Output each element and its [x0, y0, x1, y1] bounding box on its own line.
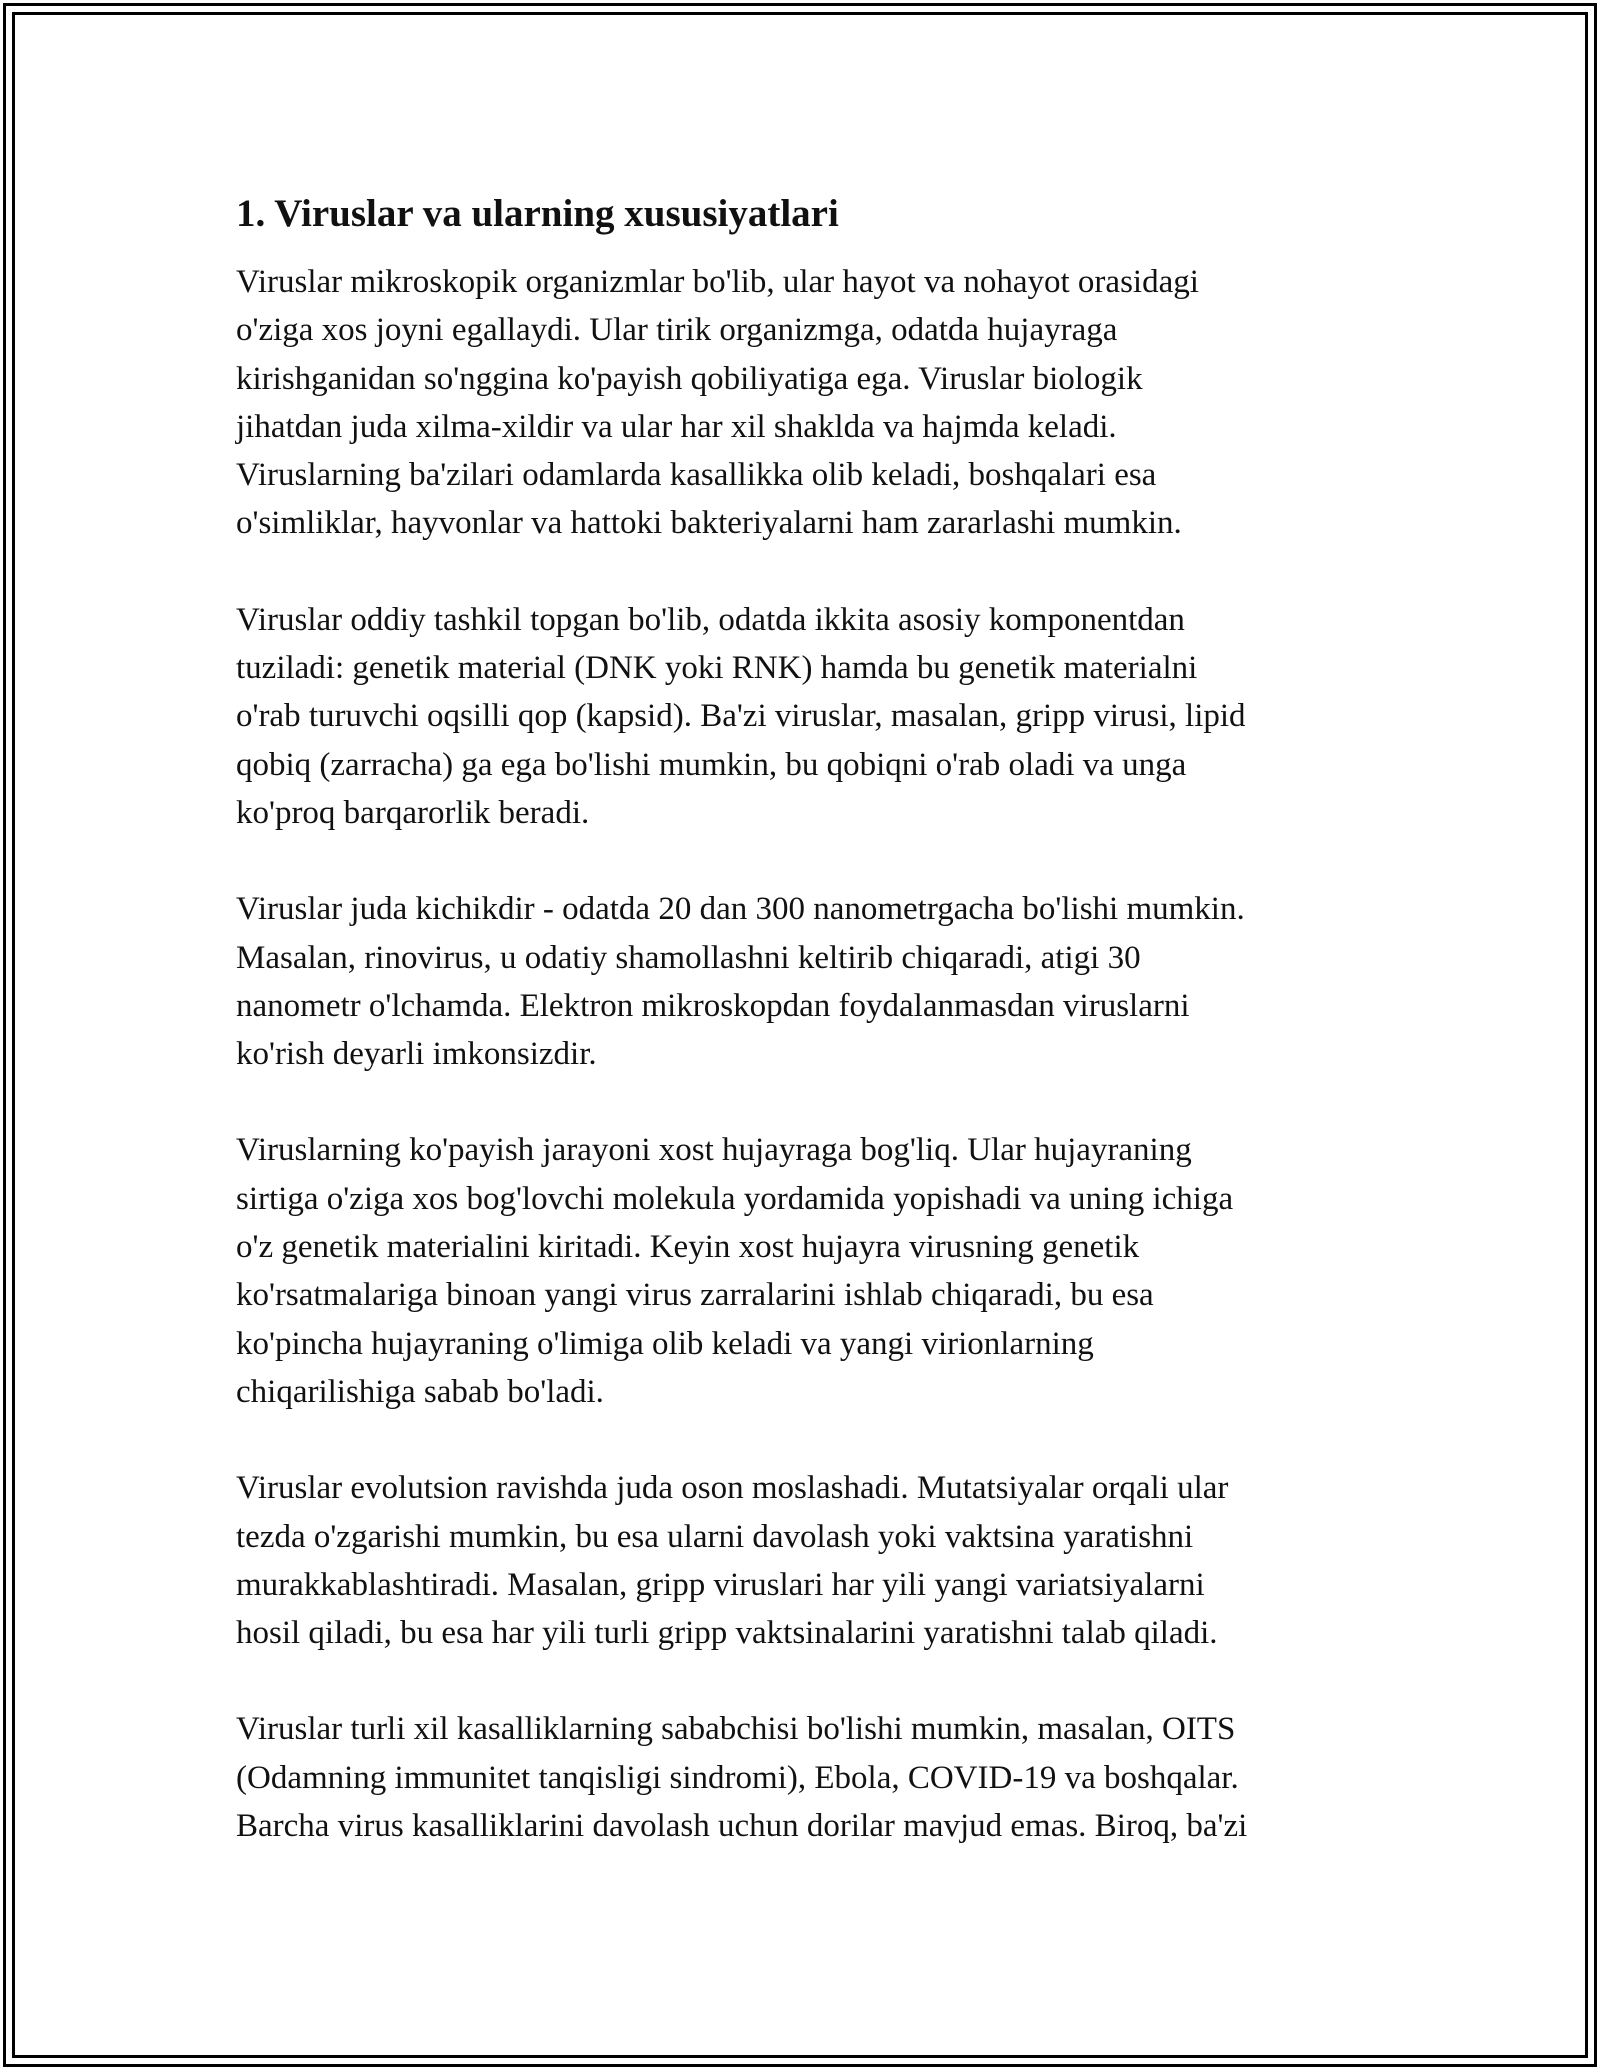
paragraph-size: Viruslar juda kichikdir - odatda 20 dan 300 nanometrgacha bo'lishi mumkin. Masalan, rinovirus, u odatiy shamollashni keltirib chiqaradi, atigi 30 nanometr o'lchamda. Elektron mikroskopdan foydalanmasdan viruslarni ko'rish deyarli imkonsizdir.: [236, 891, 1245, 1073]
paragraph-evolution: Viruslar evolutsion ravishda juda oson moslashadi. Mutatsiyalar orqali ular tezda o'zgarishi mumkin, bu esa ularni davolash yoki vaktsina yaratishni murakkablashtiradi. Masalan, gripp viruslari har yili yangi variatsiyalarni hosil qiladi, bu esa har yili turli gripp vaktsinalarini yaratishni talab qiladi.: [236, 1470, 1229, 1652]
paragraph-replication: Viruslarning ko'payish jarayoni xost hujayraga bog'liq. Ular hujayraning sirtiga o'ziga xos bog'lovchi molekula yordamida yopishadi va uning ichiga o'z genetik materialini kiritadi. Keyin xost hujayra virusning genetik ko'rsatmalariga binoan yangi virus zarralarini ishlab chiqaradi, bu esa ko'pincha hujayraning o'limiga olib keladi va yangi virionlarning chiqarilishiga sabab bo'ladi.: [236, 1132, 1234, 1410]
paragraph-intro: Viruslar mikroskopik organizmlar bo'lib, ular hayot va nohayot orasidagi o'ziga xos joyni egallaydi. Ular tirik organizmga, odatda hujayraga kirishganidan so'nggina ko'payish qobiliyatiga ega. Viruslar biologik jihatdan juda xilma-xildir va ular har xil shaklda va hajmda keladi. Viruslarning ba'zilari odamlarda kasallikka olib keladi, boshqalari esa o'simliklar, hayvonlar va hattoki bakteriyalarni ham zararlashi mumkin.: [236, 264, 1199, 542]
section-heading: 1. Viruslar va ularning xususiyatlari: [236, 192, 839, 235]
paragraph-diseases: Viruslar turli xil kasalliklarning sababchisi bo'lishi mumkin, masalan, OITS (Odamning immunitet tanqisligi sindromi), Ebola, COVID-19 va boshqalar. Barcha virus kasalliklarini davolash uchun dorilar mavjud emas. Biroq, ba'zi: [236, 1711, 1248, 1845]
paragraph-structure: Viruslar oddiy tashkil topgan bo'lib, odatda ikkita asosiy komponentdan tuziladi: genetik material (DNK yoki RNK) hamda bu genetik materialni o'rab turuvchi oqsilli qop (kapsid). Ba'zi viruslar, masalan, gripp virusi, lipid qobiq (zarracha) ga ega bo'lishi mumkin, bu qobiqni o'rab oladi va unga ko'proq barqarorlik beradi.: [236, 601, 1246, 831]
document-body: [236, 188, 1386, 1898]
